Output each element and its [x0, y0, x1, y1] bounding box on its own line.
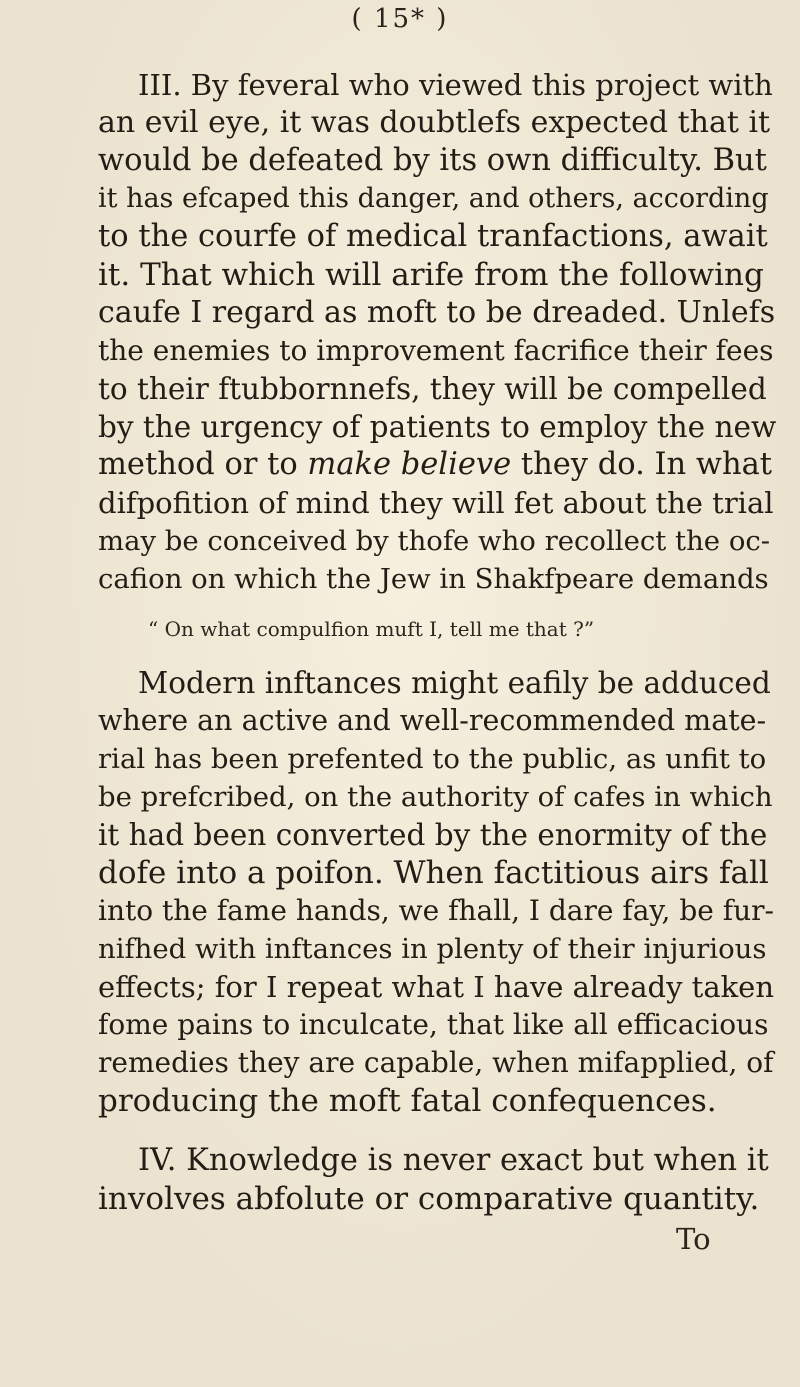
text-line: dofe into a poifon. When factitious airs fall — [98, 855, 769, 891]
page-number: ( 15* ) — [351, 4, 449, 34]
italic-phrase: make believe — [307, 447, 512, 482]
text-line: effects; for I repeat what I have already taken — [98, 970, 775, 1004]
text-line: would be defeated by its own difficulty. But — [98, 143, 767, 178]
text-line: to the courfe of medical tranfactions, await — [98, 219, 768, 254]
text-line: cafion on which the Jew in Shakfpeare demands — [98, 563, 769, 595]
text-line: may be conceived by thofe who recollect the oc- — [98, 525, 771, 557]
text-line: remedies they are capable, when mifapplied, of — [98, 1046, 774, 1079]
text-line: be prefcribed, on the authority of cafes in which — [98, 781, 773, 813]
text-line: nifhed with inftances in plenty of their injurious — [98, 933, 767, 965]
shakespeare-quote: “ On what compulfion muft I, tell me that ?” — [148, 617, 595, 641]
text-line: the enemies to improvement facrifice their fees — [98, 334, 774, 367]
text-line: IV. Knowledge is never exact but when it — [138, 1143, 769, 1178]
text-line: producing the moft fatal confequences. — [98, 1083, 717, 1119]
text-line: it has efcaped this danger, and others, according — [98, 183, 769, 214]
text-line: Modern inftances might eafily be adduced — [138, 666, 771, 700]
text-line: to their ftubbornnefs, they will be compelled — [98, 372, 767, 406]
text-line: caufe I regard as moft to be dreaded. Unlefs — [98, 295, 776, 330]
text-line: involves abfolute or comparative quantity. — [98, 1181, 760, 1217]
text-line: III. By feveral who viewed this project with — [138, 68, 773, 102]
text-line: by the urgency of patients to employ the new — [98, 410, 777, 444]
text-line: where an active and well-recommended mate- — [98, 704, 767, 737]
catchword: To — [676, 1222, 711, 1256]
text-line — [98, 446, 772, 484]
text-line: rial has been prefented to the public, as unfit to — [98, 743, 767, 775]
text-line: difpofition of mind they will fet about the trial — [98, 486, 774, 520]
text-line: into the fame hands, we fhall, I dare fay, be fur- — [98, 894, 774, 927]
text-segment: method or to — [98, 447, 308, 482]
text-line: an evil eye, it was doubtlefs expected that it — [98, 105, 771, 140]
text-segment: they do. In what — [511, 447, 773, 482]
text-line: fome pains to inculcate, that like all efficacious — [98, 1008, 769, 1041]
text-line: it had been converted by the enormity of the — [98, 818, 768, 852]
text-line: it. That which will arife from the following — [98, 257, 764, 293]
